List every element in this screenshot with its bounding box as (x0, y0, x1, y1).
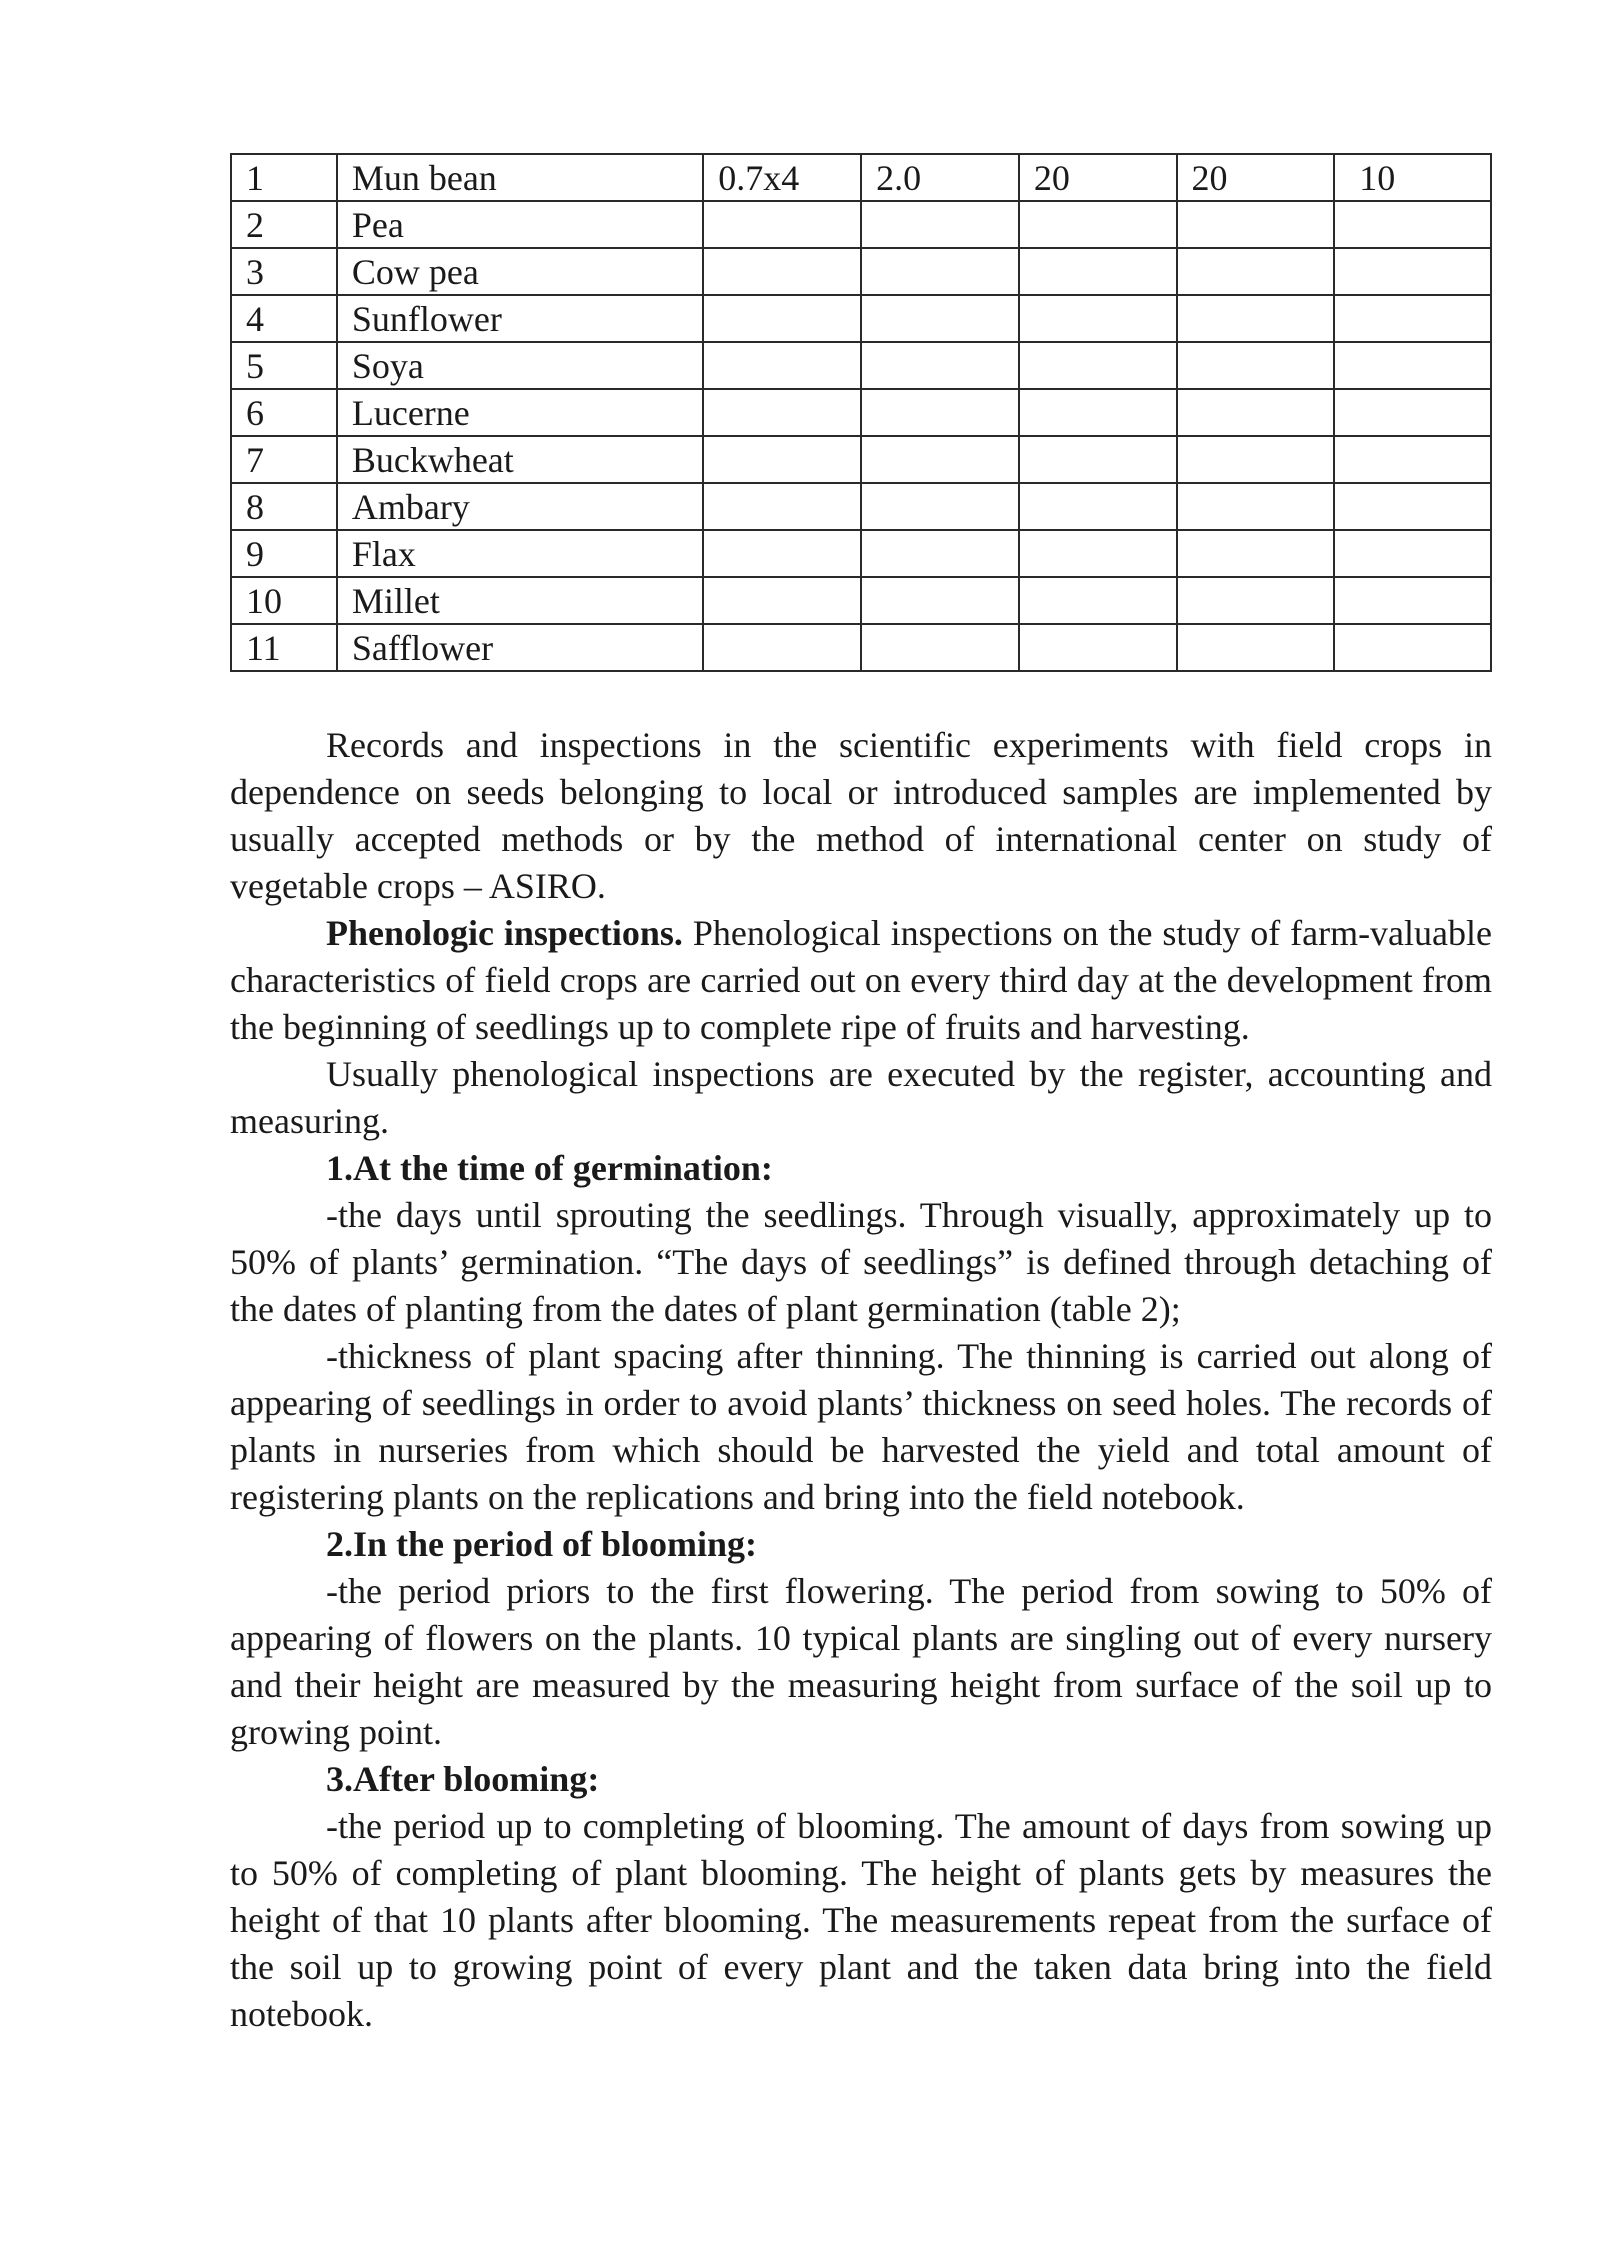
heading-blooming: 2.In the period of blooming: (326, 1524, 758, 1564)
table-cell: 7 (231, 436, 337, 483)
table-cell (1334, 248, 1491, 295)
table-cell: Soya (337, 342, 703, 389)
crops-table-body (231, 154, 1491, 671)
table-row (231, 154, 1491, 201)
table-cell: 2.0 (861, 154, 1019, 201)
paragraph-thickness: -thickness of plant spacing after thinning. The thinning is carried out along of appearing of seedlings in order to avoid plants’ thickness on seed holes. The records of plants in nurseries from which should be harvested the yield and total amount of registering plants on the replications and bring into the field notebook. (230, 1336, 1492, 1517)
table-cell (861, 389, 1019, 436)
table-row (231, 389, 1491, 436)
table-cell (703, 624, 861, 671)
table-cell (861, 530, 1019, 577)
table-cell: 10 (1334, 154, 1491, 201)
table-cell (861, 295, 1019, 342)
table-cell: 2 (231, 201, 337, 248)
table-cell (861, 436, 1019, 483)
table-cell: 1 (231, 154, 337, 201)
table-cell (1177, 530, 1335, 577)
table-cell (1177, 248, 1335, 295)
table-cell (1334, 483, 1491, 530)
table-cell (703, 577, 861, 624)
paragraph-phenologic (230, 910, 1492, 1051)
table-cell (703, 530, 861, 577)
table-cell (1334, 389, 1491, 436)
table-cell (703, 342, 861, 389)
table-cell: Safflower (337, 624, 703, 671)
table-cell: Ambary (337, 483, 703, 530)
table-cell: 20 (1177, 154, 1335, 201)
table-cell: 6 (231, 389, 337, 436)
table-cell (861, 577, 1019, 624)
table-cell (1334, 577, 1491, 624)
table-cell: 20 (1019, 154, 1177, 201)
table-cell (703, 389, 861, 436)
table-cell (1334, 530, 1491, 577)
table-cell (703, 295, 861, 342)
paragraph-first-flowering: -the period priors to the first flowering. The period from sowing to 50% of appearing of flowers on the plants. 10 typical plants are singling out of every nursery and their height are measured by the measuring height from surface of the soil up to growing point. (230, 1571, 1492, 1752)
table-row (231, 201, 1491, 248)
table-row (231, 530, 1491, 577)
table-cell (703, 483, 861, 530)
table-cell (1019, 483, 1177, 530)
table-cell (1177, 483, 1335, 530)
table-cell: 8 (231, 483, 337, 530)
table-row (231, 436, 1491, 483)
table-cell (861, 201, 1019, 248)
paragraph-days-until-sprouting: -the days until sprouting the seedlings. Through visually, approximately up to 50% of plants’ germination. “The days of seedlings” is defined through detaching of the dates of planting from the dates of plant germination (table 2); (230, 1195, 1492, 1329)
paragraph-usually: Usually phenological inspections are executed by the register, accounting and measuring. (230, 1054, 1492, 1141)
table-cell: Flax (337, 530, 703, 577)
table-cell (1019, 436, 1177, 483)
table-cell (1019, 248, 1177, 295)
table-cell: Mun bean (337, 154, 703, 201)
table-cell (1334, 295, 1491, 342)
table-cell: 0.7x4 (703, 154, 861, 201)
table-row (231, 483, 1491, 530)
table-cell: 11 (231, 624, 337, 671)
table-cell (703, 436, 861, 483)
table-cell (1019, 342, 1177, 389)
table-cell (1019, 201, 1177, 248)
table-row (231, 248, 1491, 295)
table-cell: 4 (231, 295, 337, 342)
crops-table (230, 153, 1492, 672)
table-cell (861, 248, 1019, 295)
table-cell (1177, 342, 1335, 389)
table-cell: 5 (231, 342, 337, 389)
table-cell (1334, 342, 1491, 389)
paragraph-completing-blooming: -the period up to completing of blooming. The amount of days from sowing up to 50% of completing of plant blooming. The height of plants gets by measures the height of that 10 plants after blooming. The measurements repeat from the surface of the soil up to growing point of every plant and the taken data bring into the field notebook. (230, 1806, 1492, 2034)
table-cell (1019, 389, 1177, 436)
table-cell (1019, 295, 1177, 342)
table-cell (1177, 624, 1335, 671)
table-cell: 10 (231, 577, 337, 624)
table-cell: Cow pea (337, 248, 703, 295)
table-cell (1019, 577, 1177, 624)
table-cell: Buckwheat (337, 436, 703, 483)
table-cell (703, 248, 861, 295)
table-cell (1334, 201, 1491, 248)
table-cell (861, 624, 1019, 671)
table-cell: 9 (231, 530, 337, 577)
phenologic-heading: Phenologic inspections. (326, 913, 683, 953)
table-cell (1177, 389, 1335, 436)
table-row (231, 295, 1491, 342)
table-cell (703, 201, 861, 248)
table-cell (861, 342, 1019, 389)
table-row (231, 624, 1491, 671)
body-text (230, 722, 1492, 2038)
table-cell: Pea (337, 201, 703, 248)
table-cell (1019, 530, 1177, 577)
heading-after-blooming: 3.After blooming: (326, 1759, 600, 1799)
table-cell (1177, 295, 1335, 342)
table-row (231, 342, 1491, 389)
table-cell (1177, 201, 1335, 248)
table-cell (1334, 436, 1491, 483)
table-cell: Sunflower (337, 295, 703, 342)
table-cell (1019, 624, 1177, 671)
phenologic-text: Phenological inspections on the study of farm-valuable characteristics of field crops are carried out on every third day at the development from the beginning of seedlings up to complete ripe of fruits and harvesting. (230, 913, 1492, 1047)
table-cell: Lucerne (337, 389, 703, 436)
table-row (231, 577, 1491, 624)
table-cell: Millet (337, 577, 703, 624)
table-cell (1334, 624, 1491, 671)
paragraph-records: Records and inspections in the scientific experiments with field crops in dependence on seeds belonging to local or introduced samples are implemented by usually accepted methods or by the method of international center on study of vegetable crops – ASIRO. (230, 725, 1492, 906)
heading-germination: 1.At the time of germination: (326, 1148, 773, 1188)
table-cell (1177, 436, 1335, 483)
table-cell (1177, 577, 1335, 624)
table-cell: 3 (231, 248, 337, 295)
table-cell (861, 483, 1019, 530)
